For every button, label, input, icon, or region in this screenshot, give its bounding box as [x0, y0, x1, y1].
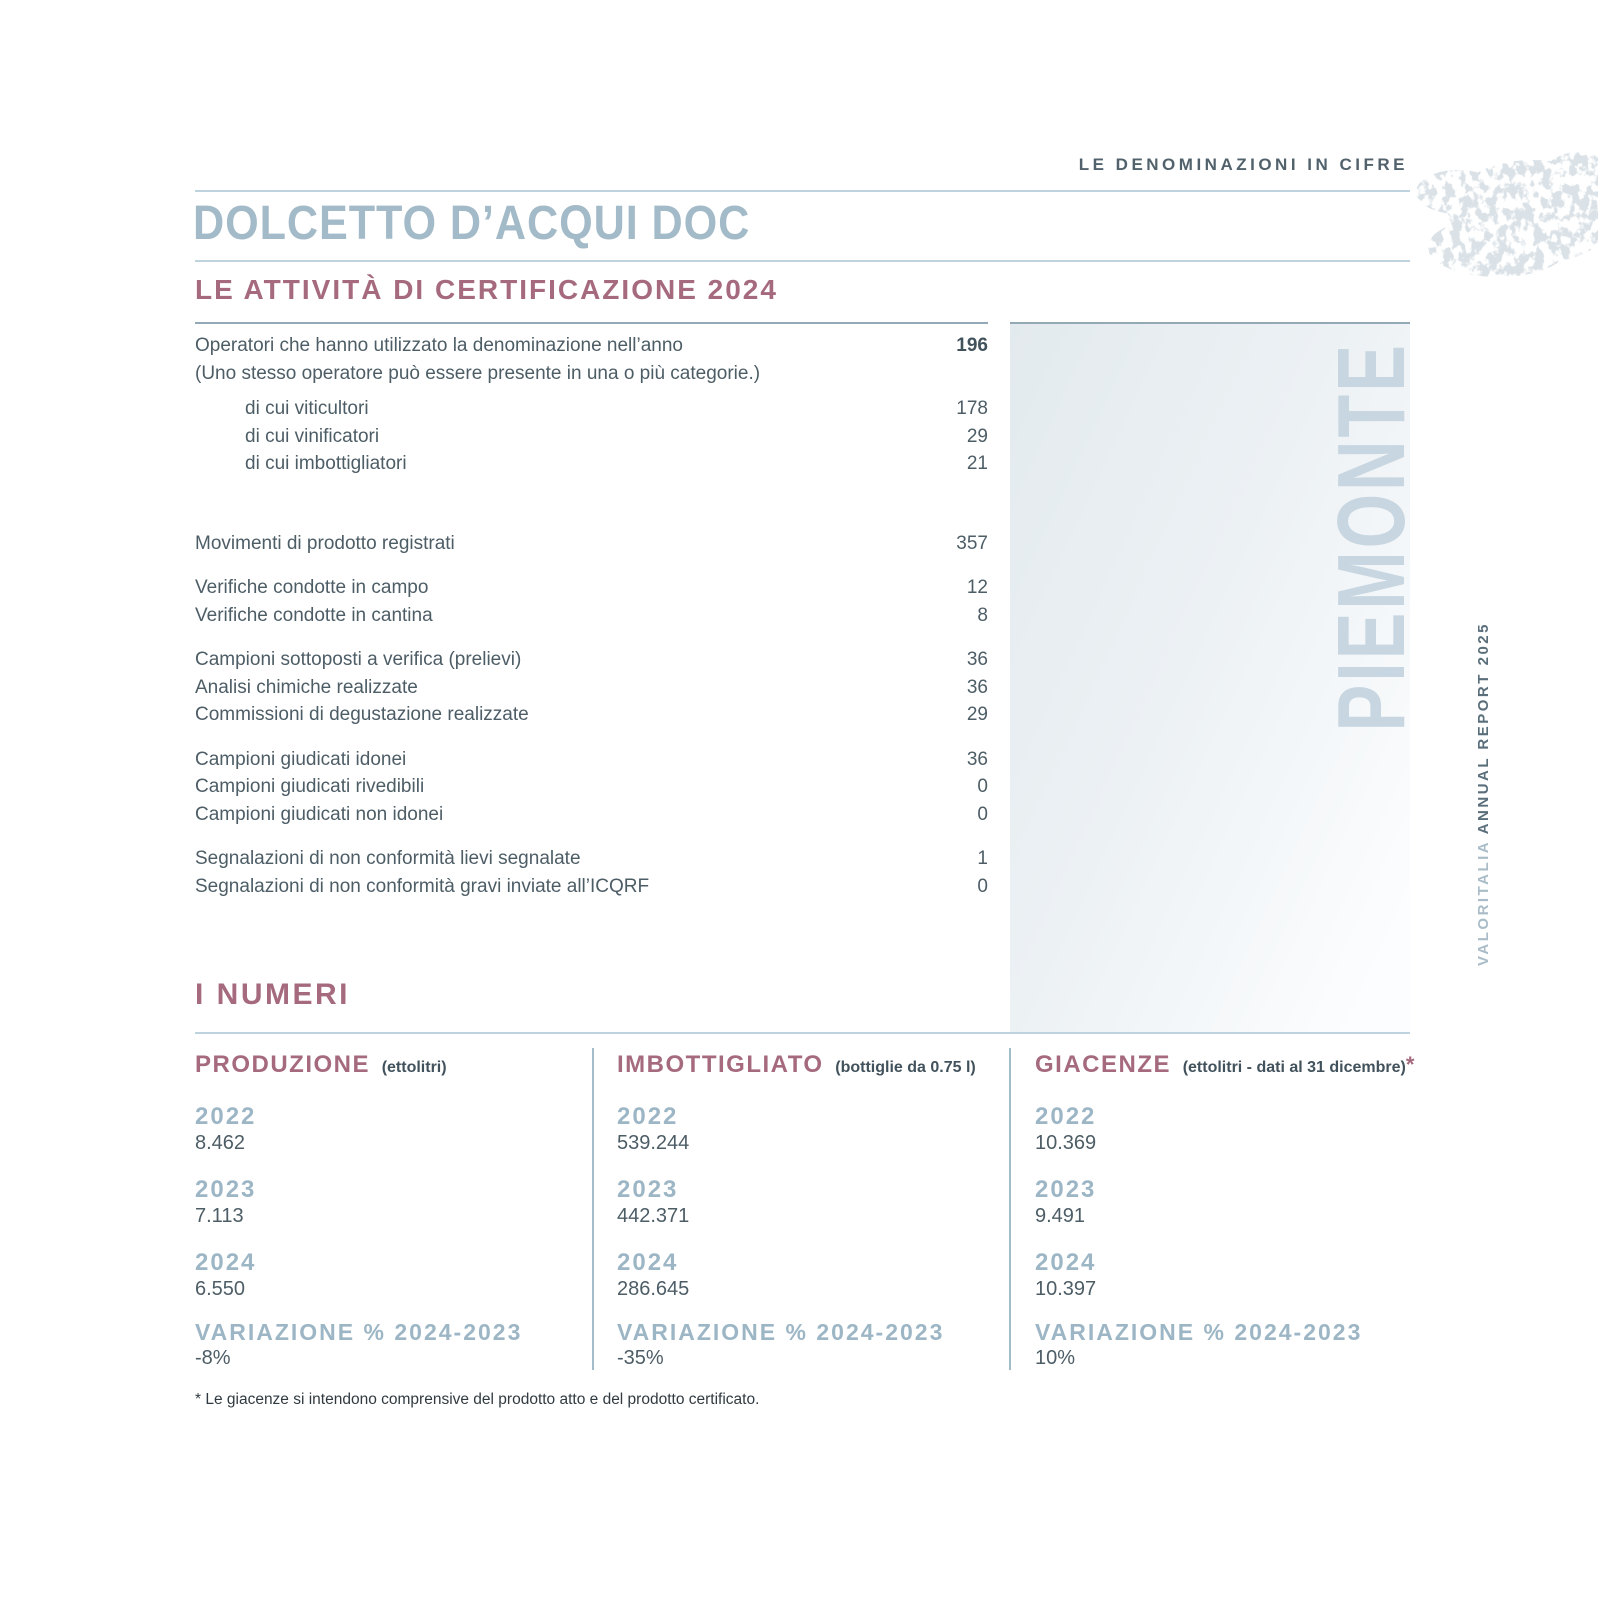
cert-row: Segnalazioni di non conformità gravi inviate all’ICQRF 0	[195, 875, 988, 897]
year-block: 2023 9.491	[1035, 1176, 1097, 1227]
numbers-column-imbottigliato	[617, 1050, 995, 1371]
cert-row: Segnalazioni di non conformità lievi segnalate 1	[195, 848, 988, 869]
numbers-column-giacenze	[1035, 1050, 1430, 1371]
variation-block: VARIAZIONE % 2024-2023 -35%	[617, 1319, 945, 1369]
numbers-column-produzione	[195, 1050, 575, 1371]
divider-rule-top	[195, 190, 1410, 192]
cert-row: Campioni giudicati non idonei 0	[195, 803, 988, 825]
watercolor-splatter-decoration	[1398, 142, 1598, 292]
cert-row: Movimenti di prodotto registrati 357	[195, 532, 988, 554]
column-divider	[592, 1048, 594, 1370]
cert-row: Verifiche condotte in cantina 8	[195, 604, 988, 626]
cert-row: di cui viticultori 178	[245, 398, 988, 419]
cert-row: Commissioni di degustazione realizzate 29	[195, 704, 988, 725]
variation-block: VARIAZIONE % 2024-2023 10%	[1035, 1319, 1363, 1369]
page-title: DOLCETTO D’ACQUI DOC	[193, 197, 751, 250]
year-block: 2024 10.397	[1035, 1249, 1097, 1300]
divider-rule-section	[195, 322, 988, 324]
section-title-certificazione: LE ATTIVITÀ DI CERTIFICAZIONE 2024	[195, 274, 778, 305]
cert-row: Campioni giudicati idonei 36	[195, 748, 988, 770]
year-block: 2023 442.371	[617, 1176, 690, 1227]
divider-rule-numeri	[195, 1032, 1410, 1034]
column-header: IMBOTTIGLIATO (bottiglie da 0.75 l)	[617, 1051, 976, 1078]
section-title-numeri: I NUMERI	[195, 978, 350, 1011]
region-panel	[1010, 322, 1425, 1032]
year-block: 2022 8.462	[195, 1103, 257, 1154]
cert-row: di cui vinificatori 29	[245, 425, 988, 447]
spine-report: ANNUAL REPORT 2025	[1475, 622, 1492, 835]
cert-row: Verifiche condotte in campo 12	[195, 577, 988, 598]
certification-list	[195, 332, 988, 900]
report-spine-text	[1473, 594, 1495, 994]
cert-row: Operatori che hanno utilizzato la denominazione nell’anno 196	[195, 335, 988, 356]
spine-brand: VALORITALIA	[1475, 840, 1492, 966]
region-label-vertical: PIEMONTE	[1318, 342, 1425, 732]
giacenze-footnote: * Le giacenze si intendono comprensive del prodotto atto e del prodotto certificato.	[195, 1391, 760, 1408]
column-divider	[1009, 1048, 1011, 1370]
year-block: 2022 539.244	[617, 1103, 690, 1154]
page-eyebrow: LE DENOMINAZIONI IN CIFRE	[1078, 155, 1408, 174]
cert-row: Analisi chimiche realizzate 36	[195, 676, 988, 698]
cert-row: Campioni sottoposti a verifica (prelievi) 36	[195, 649, 988, 670]
variation-block: VARIAZIONE % 2024-2023 -8%	[195, 1319, 523, 1369]
year-block: 2023 7.113	[195, 1176, 257, 1227]
cert-row: di cui imbottigliatori 21	[245, 453, 988, 474]
column-header: GIACENZE (ettolitri - dati al 31 dicembre)*	[1035, 1051, 1415, 1078]
column-header: PRODUZIONE (ettolitri)	[195, 1051, 447, 1078]
footnote-asterisk: *	[1405, 1052, 1415, 1077]
year-block: 2024 286.645	[617, 1249, 690, 1300]
year-block: 2022 10.369	[1035, 1103, 1097, 1154]
divider-rule-under-title	[195, 260, 1410, 262]
cert-row: Campioni giudicati rivedibili 0	[195, 776, 988, 797]
cert-row-note: (Uno stesso operatore può essere presente in una o più categorie.)	[195, 362, 761, 384]
year-block: 2024 6.550	[195, 1249, 257, 1300]
